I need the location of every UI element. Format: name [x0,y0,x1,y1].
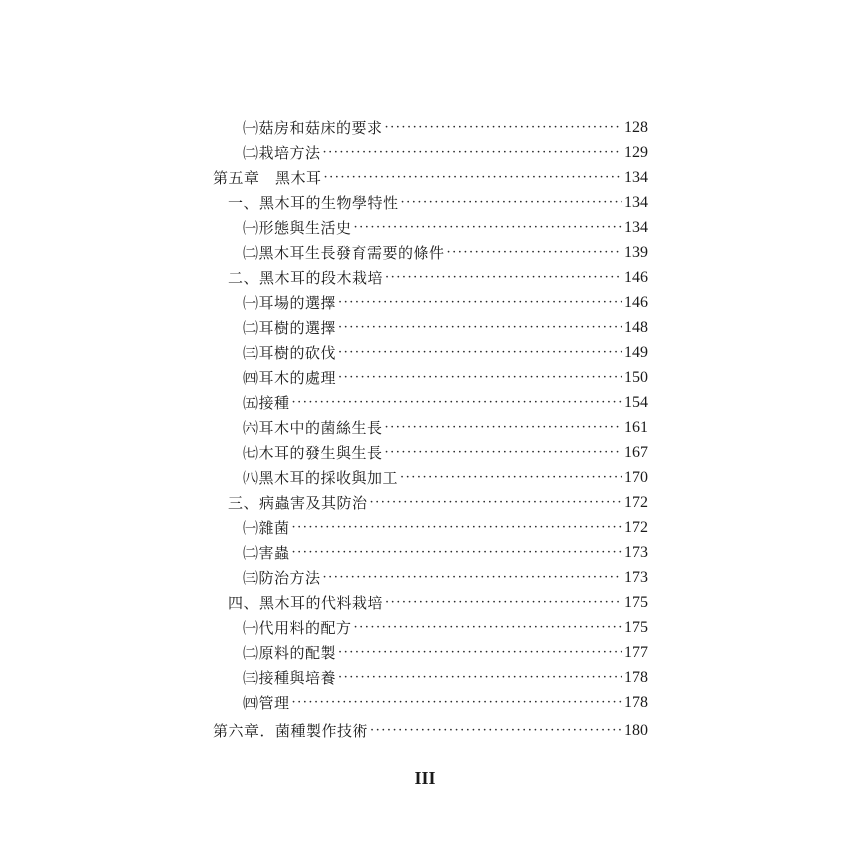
toc-entry-title: ㈢接種與培養 [243,669,337,687]
toc-leader-dots [385,442,622,464]
toc-entry [243,417,648,439]
toc-entry [243,692,648,714]
toc-section-entry [228,192,648,214]
toc-entry-title: 第六章．菌種製作技術 [213,722,369,740]
toc-entry-page: 175 [624,619,648,636]
toc-section-entry [228,267,648,289]
toc-leader-dots [385,592,622,614]
toc-entry-page: 139 [624,244,648,261]
toc-entry-page: 149 [624,344,648,361]
toc-entry-page: 180 [624,722,648,739]
toc-leader-dots [354,617,622,639]
toc-leader-dots [338,367,622,389]
toc-entry [243,392,648,414]
toc-chapter-entry [213,167,648,189]
toc-entry-page: 161 [624,419,648,436]
toc-entry-title: ㈥耳木中的菌絲生長 [243,419,383,437]
toc-leader-dots [400,467,622,489]
toc-entry [243,342,648,364]
toc-entry-title: ㈡害蟲 [243,544,290,562]
toc-entry-title: ㈤接種 [243,394,290,412]
toc-leader-dots [370,492,622,514]
toc-entry-page: 154 [624,394,648,411]
toc-entry-page: 129 [624,144,648,161]
toc-entry [243,142,648,164]
toc-entry-page: 150 [624,369,648,386]
toc-leader-dots [385,117,622,139]
toc-leader-dots [385,417,622,439]
toc-entry [243,542,648,564]
toc-entry-page: 146 [624,269,648,286]
toc-entry-title: ㈠耳場的選擇 [243,294,337,312]
toc-leader-dots [324,167,622,189]
toc-entry-page: 128 [624,119,648,136]
toc-entry-page: 170 [624,469,648,486]
toc-entry [243,617,648,639]
page-number: III [414,768,436,788]
toc-entry [243,117,648,139]
toc-entry [243,567,648,589]
toc-entry-title: ㈡黑木耳生長發育需要的條件 [243,244,445,262]
toc-leader-dots [354,217,622,239]
toc-leader-dots [338,642,622,664]
toc-entry-title: 三、病蟲害及其防治 [228,494,368,512]
toc-leader-dots [447,242,622,264]
toc-entry-page: 134 [624,169,648,186]
toc-entry-page: 178 [624,669,648,686]
toc-entry-title: ㈢耳樹的砍伐 [243,344,337,362]
toc-entry-title: ㈠形態與生活史 [243,219,352,237]
toc-leader-dots [323,142,622,164]
toc-leader-dots [292,542,622,564]
toc-entry-title: 二、黑木耳的段木栽培 [228,269,384,287]
toc-entry [243,467,648,489]
toc-entry-page: 177 [624,644,648,661]
toc-entry-page: 173 [624,544,648,561]
toc-entry-title: ㈡耳樹的選擇 [243,319,337,337]
toc-entry [243,217,648,239]
toc-leader-dots [292,517,622,539]
toc-entry-page: 134 [624,194,648,211]
toc-leader-dots [401,192,622,214]
toc-section-entry [228,592,648,614]
toc-entry-title: 一、黑木耳的生物學特性 [228,194,399,212]
toc-entry [243,442,648,464]
toc-leader-dots [370,720,622,742]
toc-entry-title: ㈣耳木的處理 [243,369,337,387]
toc-leader-dots [292,692,622,714]
toc-entry [243,317,648,339]
toc-entry-page: 134 [624,219,648,236]
toc-entry-page: 175 [624,594,648,611]
toc-entry-title: 第五章 黑木耳 [213,169,322,187]
toc-entry-title: ㈡原料的配製 [243,644,337,662]
toc-entry-page: 148 [624,319,648,336]
toc-entry-title: ㈠菇房和菇床的要求 [243,119,383,137]
toc-entry-title: ㈧黑木耳的採收與加工 [243,469,399,487]
toc-entry [243,517,648,539]
toc-entry [243,367,648,389]
toc-entry-title: ㈦木耳的發生與生長 [243,444,383,462]
toc-entry-page: 172 [624,519,648,536]
toc-entry [243,292,648,314]
toc-entry-title: ㈠雜菌 [243,519,290,537]
toc-leader-dots [323,567,622,589]
toc-leader-dots [338,292,622,314]
toc-entry-title: 四、黑木耳的代料栽培 [228,594,384,612]
toc-leader-dots [385,267,622,289]
toc-entry-page: 167 [624,444,648,461]
toc-entry [243,242,648,264]
toc-entry-page: 146 [624,294,648,311]
toc-entry-page: 172 [624,494,648,511]
toc-entry-title: ㈢防治方法 [243,569,321,587]
toc-entry-page: 173 [624,569,648,586]
toc-leader-dots [338,317,622,339]
toc-entry-page: 178 [624,694,648,711]
toc-leader-dots [338,667,622,689]
toc-entry [243,642,648,664]
toc-leader-dots [338,342,622,364]
toc-entry-title: ㈣管理 [243,694,290,712]
toc-section-entry [228,492,648,514]
toc-entry [243,667,648,689]
toc-entry-title: ㈠代用料的配方 [243,619,352,637]
toc-entry-title: ㈡栽培方法 [243,144,321,162]
toc-chapter-entry [213,720,648,742]
toc-leader-dots [292,392,622,414]
